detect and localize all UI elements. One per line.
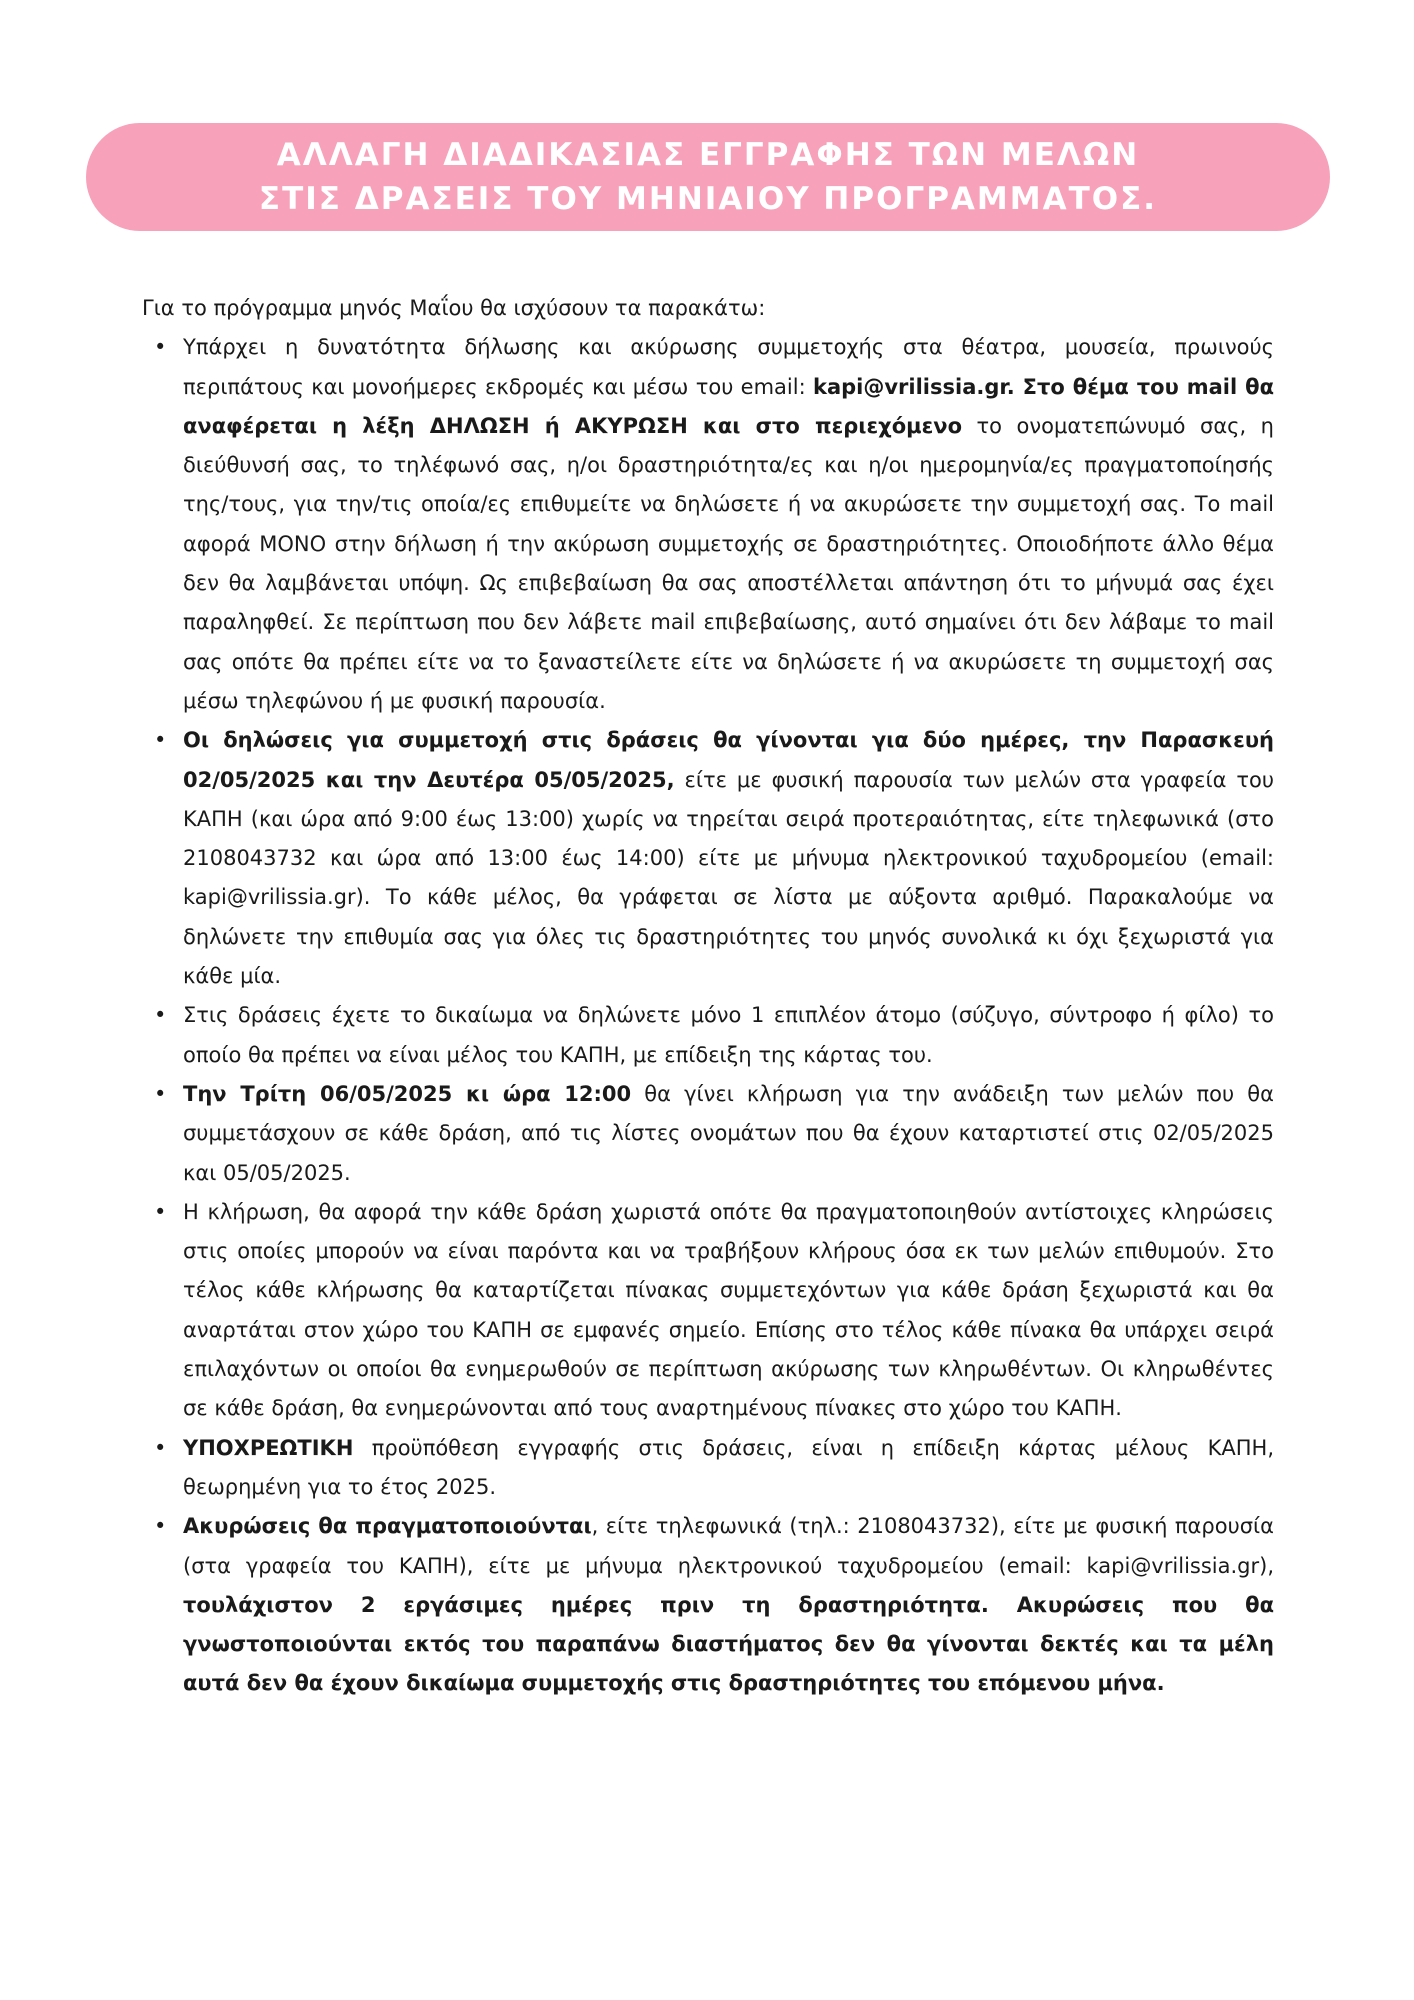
intro-text: Για το πρόγραμμα μηνός Μαΐου θα ισχύσουν τα παρακάτω:	[142, 296, 766, 320]
document-body	[142, 289, 1274, 1704]
bullet-icon: •	[154, 1081, 167, 1106]
item-bold-text: Την Τρίτη 06/05/2025 κι ώρα 12:00	[183, 1081, 632, 1106]
bullet-icon: •	[154, 1435, 167, 1460]
item-bold-text: Ακυρώσεις θα πραγματοποιούνται	[183, 1514, 592, 1539]
list-item-cancellations	[142, 1507, 1274, 1703]
item-text: είτε με φυσική παρουσία των μελών στα γραφεία του ΚΑΠΗ (και ώρα από 9:00 έως 13:00) χωρίς να τηρείται σειρά προτεραιότητας, είτε τηλεφωνικά (στο 2108043732 και ώρα από 13:00 έως 14:00) είτε με μήνυμα ηλεκτρονικού ταχυδρομείου (email: kapi@vrilissia.gr). Το κάθε μέλος, θα γράφεται σε λίστα με αύξοντα αριθμό. Παρακαλούμε να δηλώνετε την επιθυμία σας για όλες τις δραστηριότητες του μηνός συνολικά κι όχι ξεχωριστά για κάθε μία.	[183, 767, 1274, 989]
list-item-declaration-dates	[142, 721, 1274, 996]
item-bold-text: kapi@vrilissia.gr. Στο θέμα του mail θα αναφέρεται η λέξη ΔΗΛΩΣΗ ή ΑΚΥΡΩΣΗ και στο περιεχόμενο	[183, 374, 1275, 438]
title-line-1: ΑΛΛΑΓΗ ΔΙΑΔΙΚΑΣΙΑΣ ΕΓΓΡΑΦΗΣ ΤΩΝ ΜΕΛΩΝ	[276, 137, 1140, 173]
item-text: το ονοματεπώνυμό σας, η διεύθυνσή σας, το τηλέφωνό σας, η/οι δραστηριότητα/ες και η/οι ημερομηνία/ες πραγματοποίησής της/τους, για την/τις οποία/ες επιθυμείτε να δηλώσετε ή να ακυρώσετε την συμμετοχή σας. Το mail αφορά ΜΟΝΟ στην δήλωση ή την ακύρωση συμμετοχής σε δραστηριότητες. Οποιοδήποτε άλλο θέμα δεν θα λαμβάνεται υπόψη. Ως επιβεβαίωση θα σας αποστέλλεται απάντηση ότι το μήνυμά σας έχει παραληφθεί. Σε περίπτωση που δεν λάβετε mail επιβεβαίωσης, αυτό σημαίνει ότι δεν λάβαμε το mail σας οπότε θα πρέπει είτε να το ξαναστείλετε είτε να δηλώσετε ή να ακυρώσετε τη συμμετοχή σας μέσω τηλεφώνου ή με φυσική παρουσία.	[183, 413, 1274, 713]
title-line-2: ΣΤΙΣ ΔΡΑΣΕΙΣ ΤΟΥ ΜΗΝΙΑΙΟΥ ΠΡΟΓΡΑΜΜΑΤΟΣ.	[258, 181, 1158, 217]
item-text: προϋπόθεση εγγραφής στις δράσεις, είναι η επίδειξη κάρτας μέλους ΚΑΠΗ, θεωρημένη για το έτος 2025.	[183, 1435, 1274, 1499]
bullet-icon: •	[154, 1003, 167, 1028]
item-text: Υπάρχει η δυνατότητα δήλωσης και ακύρωσης συμμετοχής στα θέατρα, μουσεία, πρωινούς περιπάτους και μονοήμερες εκδρομές και μέσω του email:	[183, 335, 1274, 399]
list-item-membership-card	[142, 1429, 1274, 1508]
item-bold-text: τουλάχιστον 2 εργάσιμες ημέρες πριν τη δραστηριότητα. Ακυρώσεις που θα γνωστοποιούνται εκτός του παραπάνω διαστήματος δεν θα γίνονται δεκτές και τα μέλη αυτά δεν θα έχουν δικαίωμα συμμετοχής στις δραστηριότητες του επόμενου μήνα.	[183, 1592, 1274, 1696]
item-text: , είτε τηλεφωνικά (τηλ.: 2108043732), είτε με φυσική παρουσία (στα γραφεία του ΚΑΠΗ), είτε με μήνυμα ηλεκτρονικού ταχυδρομείου (email: kapi@vrilissia.gr),	[183, 1514, 1274, 1578]
rules-list	[142, 328, 1274, 1703]
item-bold-text: Οι δηλώσεις για συμμετοχή στις δράσεις θα γίνονται για δύο ημέρες, την Παρασκευή 02/05/2025 και την Δευτέρα 05/05/2025,	[183, 728, 1274, 792]
item-text: Στις δράσεις έχετε το δικαίωμα να δηλώνετε μόνο 1 επιπλέον άτομο (σύζυγο, σύντροφο ή φίλο) το οποίο θα πρέπει να είναι μέλος του ΚΑΠΗ, με επίδειξη της κάρτας του.	[183, 1003, 1274, 1067]
list-item-draw-process	[142, 1193, 1274, 1429]
item-text: θα γίνει κλήρωση για την ανάδειξη των μελών που θα συμμετάσχουν σε κάθε δράση, από τις λίστες ονομάτων που θα έχουν καταρτιστεί στις 02/05/2025 και 05/05/2025.	[183, 1081, 1274, 1185]
item-text: Η κλήρωση, θα αφορά την κάθε δράση χωριστά οπότε θα πραγματοποιηθούν αντίστοιχες κληρώσεις στις οποίες μπορούν να είναι παρόντα και να τραβήξουν κλήρους όσα εκ των μελών επιθυμούν. Στο τέλος κάθε κλήρωσης θα καταρτίζεται πίνακας συμμετεχόντων για κάθε δράση ξεχωριστά και θα αναρτάται στον χώρο του ΚΑΠΗ σε εμφανές σημείο. Επίσης στο τέλος κάθε πίνακα θα υπάρχει σειρά επιλαχόντων οι οποίοι θα ενημερωθούν σε περίπτωση ακύρωσης των κληρωθέντων. Οι κληρωθέντες σε κάθε δράση, θα ενημερώνονται από τους αναρτημένους πίνακες στο χώρο του ΚΑΠΗ.	[183, 1199, 1274, 1421]
list-item-draw-date	[142, 1075, 1274, 1193]
title-banner	[86, 123, 1330, 231]
bullet-icon: •	[154, 335, 167, 360]
item-bold-text: ΥΠΟΧΡΕΩΤΙΚΗ	[183, 1435, 354, 1460]
list-item-email-registration	[142, 328, 1274, 721]
bullet-icon: •	[154, 1199, 167, 1224]
list-item-extra-person	[142, 996, 1274, 1075]
bullet-icon: •	[154, 1514, 167, 1539]
bullet-icon: •	[154, 728, 167, 753]
